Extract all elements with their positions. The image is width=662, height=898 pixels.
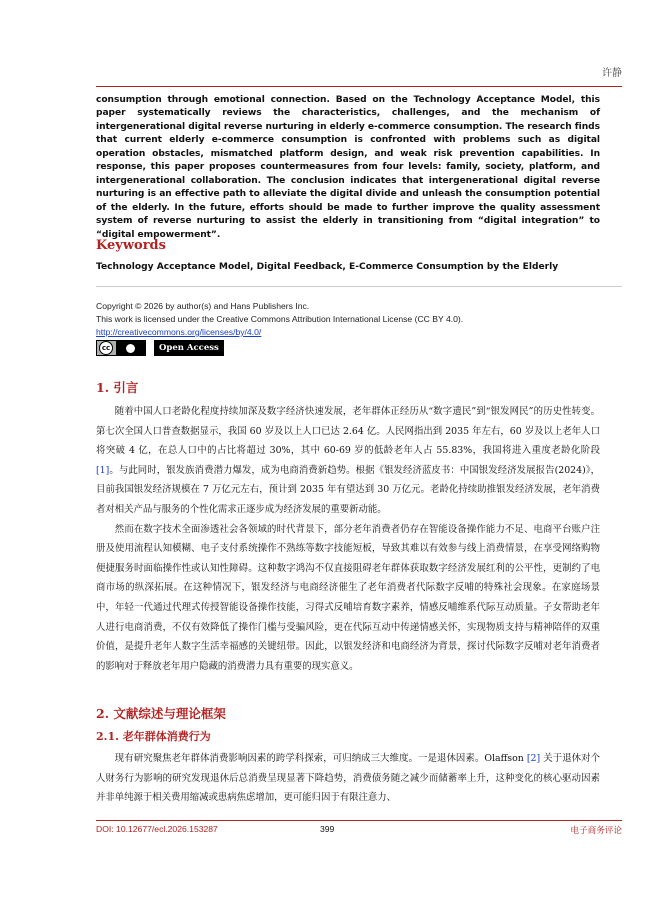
footer-journal: 电子商务评论 — [570, 826, 622, 836]
citation-link[interactable]: [1] — [96, 464, 110, 476]
subsection-2-1-title: 2.1. 老年群体消费行为 — [96, 730, 211, 743]
section-divider — [96, 286, 622, 287]
paragraph: 随着中国人口老龄化程度持续加深及数字经济快速发展，老年群体正经历从“数字遗民”到“银发网民”的历史性转变。第七次全国人口普查数据显示，我国 60 岁及以上人口已达 2.64 亿。人民网指出到 2035 年左右，60 岁及以上老年人口将突破 4 亿，在总人口中的占比将超过 30%，其中 60-69 岁的低龄老年人占 55.83%，我国将进入重度老龄化阶段[1]。与此同时，银发族消费潜力爆发，成为电商消费新趋势。根据《银发经济蓝皮书：中国银发经济发展报告(2024)》，目前我国银发经济规模在 7 万亿元左右，预计到 2035 年有望达到 30 万亿元。老龄化持续助推银发经济发展，老年消费者对相关产品与服务的个性化需求正逐步成为经济发展的重要新动能。 — [96, 406, 600, 515]
footer-page-number: 399 — [320, 824, 335, 834]
section-2-body — [96, 749, 600, 808]
footer-doi: DOI: 10.12677/ecl.2026.153287 — [96, 824, 218, 834]
license-line: This work is licensed under the Creative Commons Attribution International License (CC BY 4.0). — [96, 314, 464, 324]
by-icon — [116, 341, 145, 355]
header-author: 许静 — [602, 68, 622, 79]
copyright-block — [96, 300, 463, 339]
citation-link[interactable]: [2] — [526, 753, 541, 764]
footer-rule — [96, 820, 622, 821]
header-rule — [96, 86, 622, 87]
section-1-body — [96, 402, 600, 676]
license-link[interactable]: http://creativecommons.org/licenses/by/4.0/ — [96, 327, 262, 337]
keywords-heading: Keywords — [96, 238, 166, 253]
section-1-title: 1. 引言 — [96, 380, 139, 395]
copyright-line: Copyright © 2026 by author(s) and Hans Publishers Inc. — [96, 301, 310, 311]
section-2-title: 2. 文献综述与理论框架 — [96, 706, 226, 721]
open-access-badge: Open Access — [154, 340, 224, 356]
keywords-text: Technology Acceptance Model, Digital Feedback, E-Commerce Consumption by the Elderly — [96, 262, 559, 272]
license-badges — [96, 340, 224, 356]
cc-by-badge[interactable] — [96, 340, 146, 356]
abstract-text: consumption through emotional connection. Based on the Technology Acceptance Model, this paper systematically reviews the characteristics, challenges, and the mechanism of intergenerational digital reverse nurturing in elderly e-commerce consumption. The research finds that current elderly e-commerce consumption is confronted with problems such as digital operation obstacles, mismatched platform design, and weak risk prevention capabilities. In response, this paper proposes countermeasures from four levels: family, society, platform, and intergenerational collaboration. The conclusion indicates that intergenerational digital reverse nurturing is an effective path to alleviate the digital divide and unleash the consumption potential of the elderly. In the future, efforts should be made to further improve the quality assessment system of reverse nurturing to assist the elderly in transitioning from “digital integration” to “digital empowerment”. — [96, 95, 600, 240]
cc-icon: cc — [99, 341, 113, 355]
paragraph: 现有研究聚焦老年群体消费影响因素的跨学科探索，可归纳成三大维度。一是退休因素。Olaffson [2] 关于退休对个人财务行为影响的研究发现退休后总消费呈现显著下降趋势，消费债务随之减少而储蓄率上升，这种变化的核心驱动因素并非单纯源于相关费用缩减或患病焦虑增加，更可能归因于有限注意力、 — [96, 753, 600, 804]
paragraph: 然而在数字技术全面渗透社会各领域的时代背景下，部分老年消费者仍存在智能设备操作能力不足、电商平台账户注册及使用流程认知模糊、电子支付系统操作不熟练等数字技能短板，导致其难以有效参与线上消费情景，在享受网络购物便捷服务时面临操作性或认知性障碍。这种数字鸿沟不仅直接阻碍老年群体获取数字经济发展红利的公平性，更制约了电商市场的纵深拓展。在这种情况下，银发经济与电商经济催生了老年消费者代际数字反哺的特殊社会现象。在家庭场景中，年轻一代通过代理式传授智能设备操作技能，习得式反哺培育数字素养，情感反哺维系代际互动质量。子女帮助老年人进行电商消费，不仅有效降低了操作门槛与受骗风险，更在代际互动中传递情感关怀，实现物质支持与精神陪伴的双重价值，是提升老年人数字生活幸福感的关键纽带。因此，以银发经济和电商经济为背景，探讨代际数字反哺对老年消费者的影响对于释放老年用户隐藏的消费潜力具有重要的现实意义。 — [96, 523, 600, 672]
